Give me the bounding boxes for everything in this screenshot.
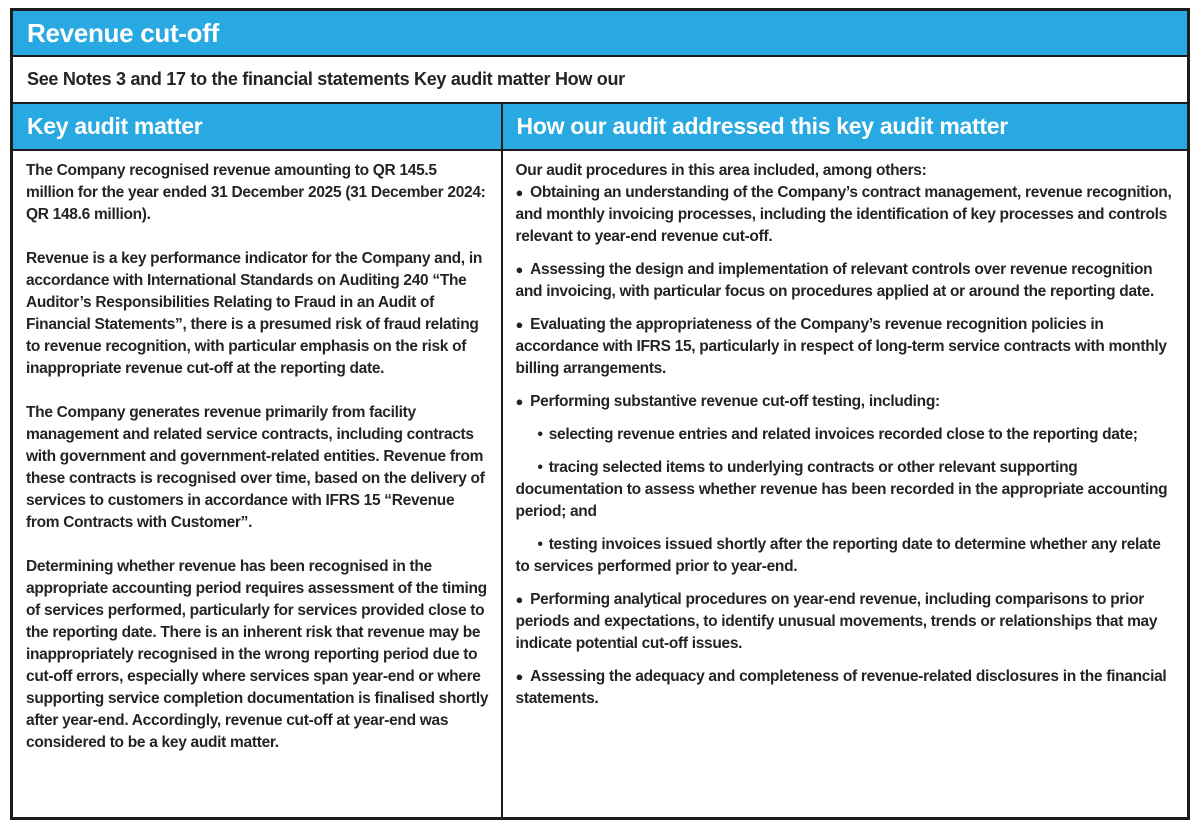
- audit-procedure-sub-text: selecting revenue entries and related invoices recorded close to the reporting date;: [548, 426, 1138, 443]
- sub-bullet-icon: •: [537, 459, 543, 476]
- audit-procedure-text: Evaluating the appropriateness of the Company’s revenue recognition policies in accordance with IFRS 15, particularly in respect of long-term service contracts with monthly billing arrangements.: [515, 316, 1167, 377]
- bullet-icon: ●: [515, 317, 524, 332]
- section-title-bar: [13, 11, 1187, 57]
- bullet-icon: ●: [515, 185, 524, 200]
- audit-procedure-text: Assessing the adequacy and completeness of revenue-related disclosures in the financial statements.: [515, 668, 1167, 707]
- column-header-label-left: Key audit matter: [27, 113, 203, 139]
- bullet-icon: ●: [515, 394, 524, 409]
- sub-bullet-icon: •: [537, 536, 543, 553]
- sub-bullet-icon: •: [537, 426, 543, 443]
- section-title: Revenue cut-off: [27, 17, 219, 48]
- kam-paragraph: Determining whether revenue has been recognised in the appropriate accounting period requires assessment of the timing of services performed, particularly for services provided close to the reporting date. There is an inherent risk that revenue may be inappropriately recognised in the wrong reporting period due to cut-off errors, especially where services span year-end or where supporting service completion documentation is finalised shortly after year-end. Accordingly, revenue cut-off at year-end was considered to be a key audit matter.: [26, 558, 489, 751]
- bullet-icon: ●: [515, 669, 524, 684]
- column-header-how-addressed: [503, 104, 1187, 149]
- audit-procedure-sub-item: [516, 534, 1175, 578]
- audit-procedure-sub-text: tracing selected items to underlying contracts or other relevant supporting documentation to assess whether revenue has been recorded in the appropriate accounting period; and: [515, 459, 1168, 520]
- audit-procedure-item: [516, 182, 1175, 248]
- notes-reference-row: [13, 57, 1187, 104]
- audit-procedure-text: Obtaining an understanding of the Company’s contract management, revenue recognition, and monthly invoicing processes, including the identification of key processes and controls relevant to year-end revenue cut-off.: [515, 184, 1172, 245]
- column-header-label-right: How our audit addressed this key audit matter: [516, 113, 1008, 139]
- key-audit-matter-cell: [13, 151, 503, 817]
- column-header-row: [13, 104, 1187, 151]
- bullet-icon: ●: [515, 262, 524, 277]
- table-body-row: [13, 151, 1187, 817]
- audit-procedure-item: [516, 259, 1175, 303]
- column-header-key-audit-matter: [13, 104, 503, 149]
- audit-procedure-item: [516, 589, 1175, 655]
- kam-paragraph: Revenue is a key performance indicator for the Company and, in accordance with International Standards on Auditing 240 “The Auditor’s Responsibilities Relating to Fraud in an Audit of Financial Statements”, there is a presumed risk of fraud relating to revenue recognition, with particular emphasis on the risk of inappropriate revenue cut-off at the reporting date.: [26, 250, 482, 377]
- audit-procedures-intro: Our audit procedures in this area included, among others:: [515, 162, 927, 179]
- audit-procedure-text: Performing substantive revenue cut-off testing, including:: [530, 393, 940, 410]
- key-audit-matter-table: [10, 8, 1190, 820]
- audit-procedure-sub-text: testing invoices issued shortly after the reporting date to determine whether any relate to services performed prior to year-end.: [515, 536, 1161, 575]
- audit-procedure-item: [516, 666, 1175, 710]
- audit-procedure-sub-item: [516, 424, 1175, 446]
- notes-reference-text: See Notes 3 and 17 to the financial statements Key audit matter How our: [27, 69, 625, 89]
- audit-procedure-text: Performing analytical procedures on year-end revenue, including comparisons to prior periods and expectations, to identify unusual movements, trends or relationships that may indicate potential cut-off issues.: [515, 591, 1158, 652]
- audit-procedure-item: [516, 391, 1175, 413]
- audit-response-cell: [503, 151, 1187, 817]
- audit-procedure-item: [516, 314, 1175, 380]
- audit-procedure-sub-item: [516, 457, 1175, 523]
- kam-paragraph: The Company recognised revenue amounting to QR 145.5 million for the year ended 31 December 2025 (31 December 2024: QR 148.6 million).: [26, 162, 486, 223]
- audit-procedure-text: Assessing the design and implementation of relevant controls over revenue recognition and invoicing, with particular focus on procedures applied at or around the reporting date.: [515, 261, 1154, 300]
- bullet-icon: ●: [515, 592, 524, 607]
- kam-paragraph: The Company generates revenue primarily from facility management and related service contracts, including contracts with government and government-related entities. Revenue from these contracts is recognised over time, based on the delivery of services to customers in accordance with IFRS 15 “Revenue from Contracts with Customer”.: [26, 404, 485, 531]
